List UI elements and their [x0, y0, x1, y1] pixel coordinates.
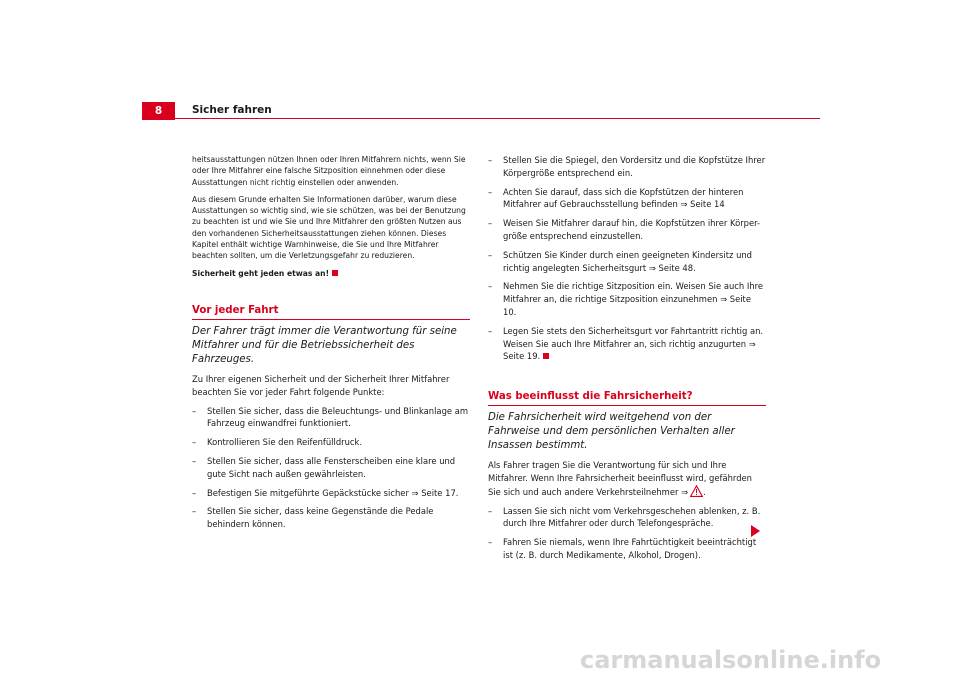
- list-item-text: Stellen Sie sicher, dass keine Gegenstände die Pedale behindern können.: [207, 506, 434, 530]
- intro-bold-text: Sicherheit geht jeden etwas an!: [192, 268, 330, 278]
- list-item: [192, 487, 470, 500]
- list-dash: –: [488, 281, 493, 292]
- list-item: [488, 325, 766, 363]
- list-item: [192, 455, 470, 481]
- intro-paragraph-2: Aus diesem Grunde erhalten Sie Informationen darüber, warum diese Ausstattungen so wichtig sind, wie sie schützen, was bei der Benutzung zu beachten ist und wie Sie und Ihre Mitfahrer den größten Nutzen aus den vorhandenen Sicherheitsausstattungen ziehen können. Dieses Kapitel enthält wichtige Warnhinweise, die Sie und Ihre Mitfahrer beachten sollten, um die Verletzungsgefahr zu reduzieren.: [192, 194, 466, 261]
- list-item: [488, 280, 766, 318]
- section-subtitle-vor-jeder-fahrt: Der Fahrer trägt immer die Verantwortung für seine Mitfahrer und für die Betriebssicherheit des Fahrzeuges.: [192, 325, 457, 365]
- list-item-text: Stellen Sie die Spiegel, den Vordersitz und die Kopfstütze Ihrer Körpergröße entsprechend ein.: [503, 155, 766, 178]
- section-end-icon: [332, 270, 338, 276]
- intro-paragraph-1: heitsausstattungen nützen Ihnen oder Ihren Mitfahrern nichts, wenn Sie oder Ihre Mitfahrer eine falsche Sitzposition einnehmen oder diese Ausstattungen nicht richtig einstellen oder anwenden.: [192, 155, 466, 187]
- list-dash: –: [192, 506, 197, 517]
- section-title-vor-jeder-fahrt: Vor jeder Fahrt: [192, 305, 470, 320]
- list-dash: –: [488, 537, 493, 548]
- list-item-text: Nehmen Sie die richtige Sitzposition ein. Weisen Sie auch Ihre Mitfahrer an, die richtige Sitzposition einzunehmen ⇒ Seite 10.: [503, 281, 764, 317]
- list-item-text: Weisen Sie Mitfahrer darauf hin, die Kopfstützen ihrer Körper-größe entsprechend einzustellen.: [503, 218, 761, 241]
- list-item: [488, 154, 766, 180]
- list-item: [488, 505, 766, 531]
- warning-triangle-icon: [690, 485, 703, 497]
- chapter-title: Sicher fahren: [192, 104, 272, 116]
- list-item-text: Legen Sie stets den Sicherheitsgurt vor Fahrtantritt richtig an. Weisen Sie auch Ihre Mitfahrer an, sich richtig anzugurten ⇒ Seite 19.: [503, 325, 764, 362]
- section-subtitle-fahrsicherheit: Die Fahrsicherheit wird weitgehend von der Fahrweise und dem persönlichen Verhalten aller Insassen bestimmt.: [488, 412, 735, 452]
- header-rule: [175, 118, 820, 119]
- page-number: 8: [142, 102, 175, 120]
- list-item: [488, 217, 766, 243]
- section-title-fahrsicherheit: Was beeinflusst die Fahrsicherheit?: [488, 391, 766, 406]
- list-dash: –: [488, 249, 493, 260]
- next-page-arrow-icon[interactable]: [751, 525, 760, 537]
- list-item-text: Achten Sie darauf, dass sich die Kopfstützen der hinteren Mitfahrer auf Gebrauchsstellung befinden ⇒ Seite 14: [503, 186, 744, 210]
- lead-end: .: [703, 486, 706, 497]
- list-item-text: Stellen Sie sicher, dass alle Fensterscheiben eine klare und gute Sicht nach außen gewährleisten.: [207, 455, 456, 479]
- list-dash: –: [192, 455, 197, 466]
- watermark: carmanualsonline.info: [580, 646, 882, 674]
- list-dash: –: [488, 186, 493, 197]
- list-item-text: Stellen Sie sicher, dass die Beleuchtungs- und Blinkanlage am Fahrzeug einwandfrei funktioniert.: [207, 405, 468, 429]
- list-dash: –: [488, 218, 493, 229]
- right-column: [488, 154, 766, 568]
- list-item: [192, 436, 470, 449]
- list-item-text: Befestigen Sie mitgeführte Gepäckstücke sicher ⇒ Seite 17.: [207, 487, 459, 498]
- list-item-text: Fahren Sie niemals, wenn Ihre Fahrtüchtigkeit beeinträchtigt ist (z. B. durch Medikamente, Alkohol, Drogen).: [503, 537, 757, 560]
- list-dash: –: [192, 437, 197, 448]
- list-item-text: Schützen Sie Kinder durch einen geeigneten Kindersitz und richtig angelegten Sicherheitsgurt ⇒ Seite 48.: [503, 249, 753, 273]
- list-item-text: Kontrollieren Sie den Reifenfülldruck.: [207, 437, 363, 448]
- lead-paragraph: Zu Ihrer eigenen Sicherheit und der Sicherheit Ihrer Mitfahrer beachten Sie vor jeder Fahrt folgende Punkte:: [192, 373, 450, 397]
- list-item: [192, 405, 470, 431]
- list-dash: –: [488, 325, 493, 336]
- list-item: [488, 186, 766, 212]
- left-column: [192, 154, 470, 537]
- list-dash: –: [192, 487, 197, 498]
- section-end-icon: [543, 353, 549, 359]
- lead-paragraph: [488, 459, 766, 498]
- list-item-text: Lassen Sie sich nicht vom Verkehrsgeschehen ablenken, z. B. durch Ihre Mitfahrer oder durch Telefongespräche.: [503, 505, 761, 529]
- list-item: [488, 249, 766, 275]
- list-item: [192, 505, 470, 531]
- page-header: [0, 0, 960, 120]
- list-dash: –: [488, 505, 493, 516]
- list-dash: –: [488, 155, 493, 165]
- lead-text: Als Fahrer tragen Sie die Verantwortung für sich und Ihre Mitfahrer. Wenn Ihre Fahrsicherheit beeinflusst wird, gefährden Sie sich und auch andere Verkehrsteilnehmer ⇒: [488, 460, 752, 497]
- intro-bold: [192, 268, 470, 279]
- list-item: [488, 536, 766, 562]
- list-dash: –: [192, 405, 197, 416]
